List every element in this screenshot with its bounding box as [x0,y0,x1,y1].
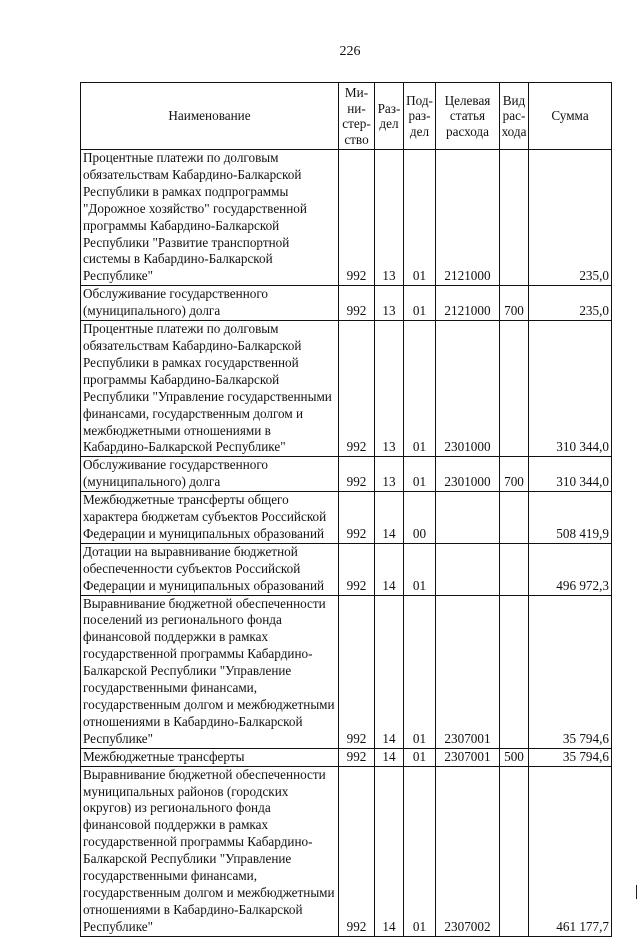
row-target: 2307002 [436,766,500,936]
row-name: Процентные платежи по долговым обязательствам Кабардино-Балкарской Республики в рамках государственной программы Кабардино-Балкарской Республики "Управление государственными финансами, государственным долгом и межбюджетными отношениями в Кабардино-Балкарской Республике" [81,321,339,457]
table-row [81,766,612,936]
row-amount: 35 794,6 [529,748,612,766]
row-expense-type [500,492,529,544]
row-section: 14 [375,543,404,595]
table-row [81,748,612,766]
row-subsection: 01 [404,321,436,457]
row-expense-type [500,595,529,748]
table-row [81,595,612,748]
row-name: Межбюджетные трансферты [81,748,339,766]
row-name: Обслуживание государственного (муниципального) долга [81,457,339,492]
header-amount: Сумма [529,83,612,150]
row-ministry: 992 [339,492,375,544]
row-section: 13 [375,286,404,321]
row-amount: 235,0 [529,150,612,286]
row-name: Обслуживание государственного (муниципального) долга [81,286,339,321]
row-amount: 35 794,6 [529,595,612,748]
table-row [81,492,612,544]
row-expense-type [500,766,529,936]
row-target: 2307001 [436,748,500,766]
row-subsection: 01 [404,748,436,766]
budget-table [80,82,612,937]
row-subsection: 01 [404,457,436,492]
row-section: 14 [375,748,404,766]
header-ministry: Ми-ни-стер-ство [339,83,375,150]
row-ministry: 992 [339,748,375,766]
header-row [81,83,612,150]
row-section: 13 [375,457,404,492]
row-expense-type: 700 [500,286,529,321]
row-ministry: 992 [339,457,375,492]
row-amount: 461 177,7 [529,766,612,936]
row-amount: 496 972,3 [529,543,612,595]
row-subsection: 00 [404,492,436,544]
header-section: Раз-дел [375,83,404,150]
row-amount: 310 344,0 [529,457,612,492]
row-expense-type [500,543,529,595]
row-target: 2121000 [436,286,500,321]
scan-edge-mark [636,885,637,899]
table-row [81,457,612,492]
row-subsection: 01 [404,150,436,286]
row-name: Выравнивание бюджетной обеспеченности муниципальных районов (городских округов) из регионального фонда финансовой поддержки в рамках государственной программы Кабардино-Балкарской Республики "Управление государственными финансами, государственным долгом и межбюджетными отношениями в Кабардино-Балкарской Республике" [81,766,339,936]
row-subsection: 01 [404,286,436,321]
header-name: Наименование [81,83,339,150]
table-row [81,321,612,457]
row-ministry: 992 [339,543,375,595]
row-expense-type [500,321,529,457]
row-target: 2301000 [436,457,500,492]
row-amount: 235,0 [529,286,612,321]
header-target: Целевая статья расхода [436,83,500,150]
row-name: Выравнивание бюджетной обеспеченности поселений из регионального фонда финансовой поддержки в рамках государственной программы Кабардино-Балкарской Республики "Управление государственными финансами, государственным долгом и межбюджетными отношениями в Кабардино-Балкарской Республике" [81,595,339,748]
row-amount: 310 344,0 [529,321,612,457]
row-target [436,492,500,544]
row-name: Межбюджетные трансферты общего характера бюджетам субъектов Российской Федерации и муниципальных образований [81,492,339,544]
row-expense-type: 700 [500,457,529,492]
table-row [81,150,612,286]
row-section: 14 [375,492,404,544]
row-ministry: 992 [339,595,375,748]
row-target: 2301000 [436,321,500,457]
row-target [436,543,500,595]
row-ministry: 992 [339,286,375,321]
row-target: 2121000 [436,150,500,286]
row-section: 13 [375,150,404,286]
row-target: 2307001 [436,595,500,748]
row-subsection: 01 [404,543,436,595]
table-row [81,286,612,321]
row-amount: 508 419,9 [529,492,612,544]
page-number: 226 [339,44,361,59]
row-section: 13 [375,321,404,457]
row-subsection: 01 [404,766,436,936]
table-row [81,543,612,595]
row-name: Процентные платежи по долговым обязательствам Кабардино-Балкарской Республики в рамках подпрограммы "Дорожное хозяйство" государственной программы Кабардино-Балкарской Республики "Развитие транспортной системы в Кабардино-Балкарской Республике" [81,150,339,286]
row-ministry: 992 [339,766,375,936]
row-subsection: 01 [404,595,436,748]
row-ministry: 992 [339,321,375,457]
header-expense-type: Вид рас-хода [500,83,529,150]
row-section: 14 [375,595,404,748]
row-section: 14 [375,766,404,936]
row-expense-type [500,150,529,286]
row-expense-type: 500 [500,748,529,766]
row-ministry: 992 [339,150,375,286]
row-name: Дотации на выравнивание бюджетной обеспеченности субъектов Российской Федерации и муниципальных образований [81,543,339,595]
header-subsection: Под-раз-дел [404,83,436,150]
